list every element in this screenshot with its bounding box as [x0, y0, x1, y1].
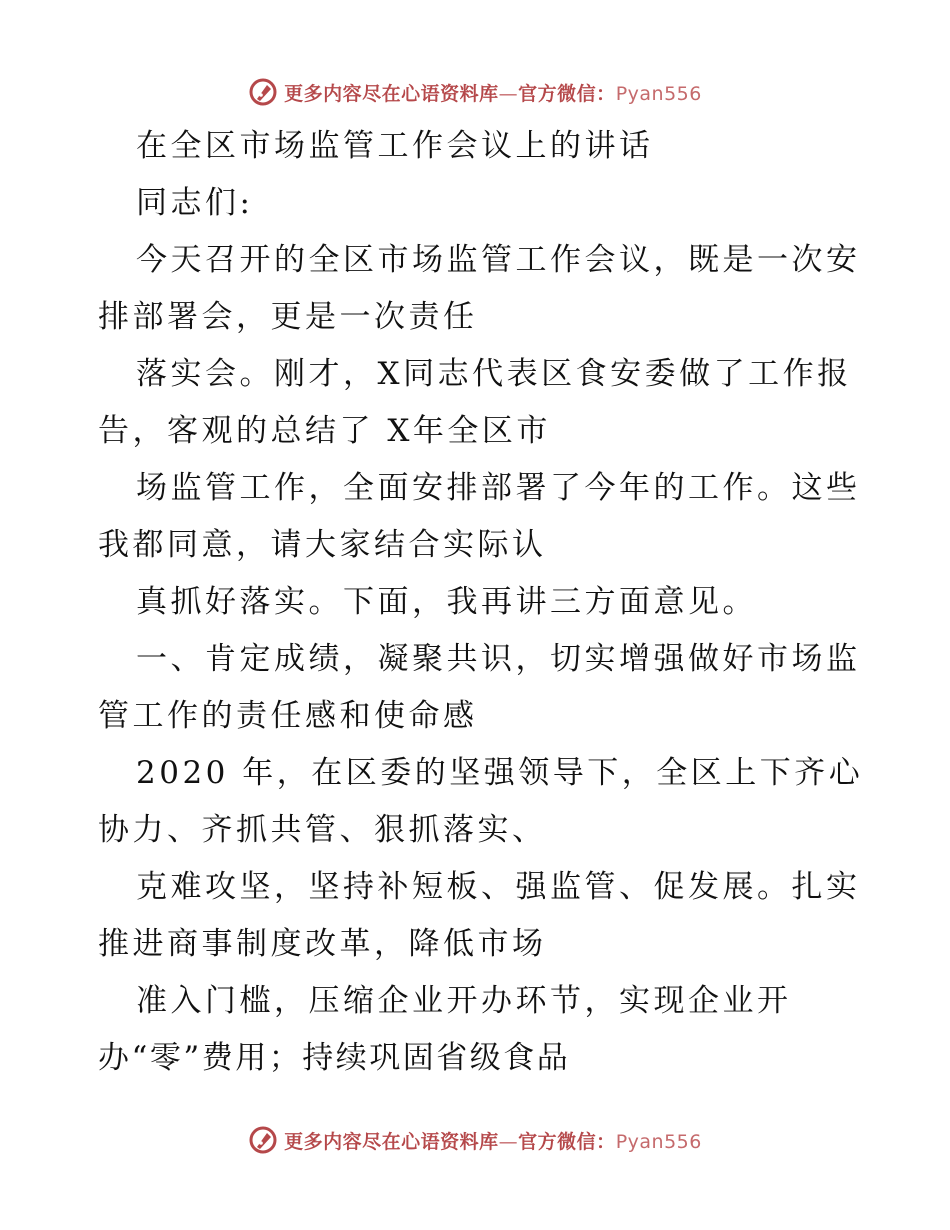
header-watermark-text: 更多内容尽在心语资料库—官方微信：Pyan556 [284, 82, 702, 105]
footer-watermark [0, 1120, 950, 1160]
paragraph-line: 准入门槛，压缩企业开办环节，实现企业开 [136, 983, 792, 1019]
paragraph-line: 今天召开的全区市场监管工作会议，既是一次安 [136, 242, 861, 278]
paragraph-line: 协力、齐抓共管、狠抓落实、 [98, 812, 547, 848]
pen-nib-circle-icon [248, 77, 278, 107]
document-title: 在全区市场监管工作会议上的讲话 [136, 128, 654, 164]
paragraph-line: 2020 年，在区委的坚强领导下，全区上下齐心 [136, 755, 864, 791]
paragraph-line: 办“零”费用；持续巩固省级食品 [98, 1040, 571, 1076]
salutation: 同志们: [136, 185, 254, 221]
paragraph-line: 克难攻坚，坚持补短板、强监管、促发展。扎实 [136, 869, 861, 905]
paragraph-line: 告，客观的总结了 X年全区市 [98, 413, 551, 449]
document-body [98, 118, 864, 1087]
paragraph-line: 场监管工作，全面安排部署了今年的工作。这些 [136, 470, 861, 506]
paragraph-line: 落实会。刚才，X同志代表区食安委做了工作报 [136, 356, 852, 392]
paragraph-line: 排部署会，更是一次责任 [98, 299, 478, 335]
paragraph-line: 推进商事制度改革，降低市场 [98, 926, 547, 962]
header-watermark [0, 72, 950, 112]
paragraph-line: 我都同意，请大家结合实际认 [98, 527, 547, 563]
paragraph-line: 真抓好落实。下面，我再讲三方面意见。 [136, 584, 757, 620]
section-heading: 一、肯定成绩，凝聚共识，切实增强做好市场监 [136, 641, 861, 677]
footer-watermark-text: 更多内容尽在心语资料库—官方微信：Pyan556 [284, 1130, 702, 1153]
section-heading-continued: 管工作的责任感和使命感 [98, 698, 478, 734]
pen-nib-circle-icon [248, 1125, 278, 1155]
